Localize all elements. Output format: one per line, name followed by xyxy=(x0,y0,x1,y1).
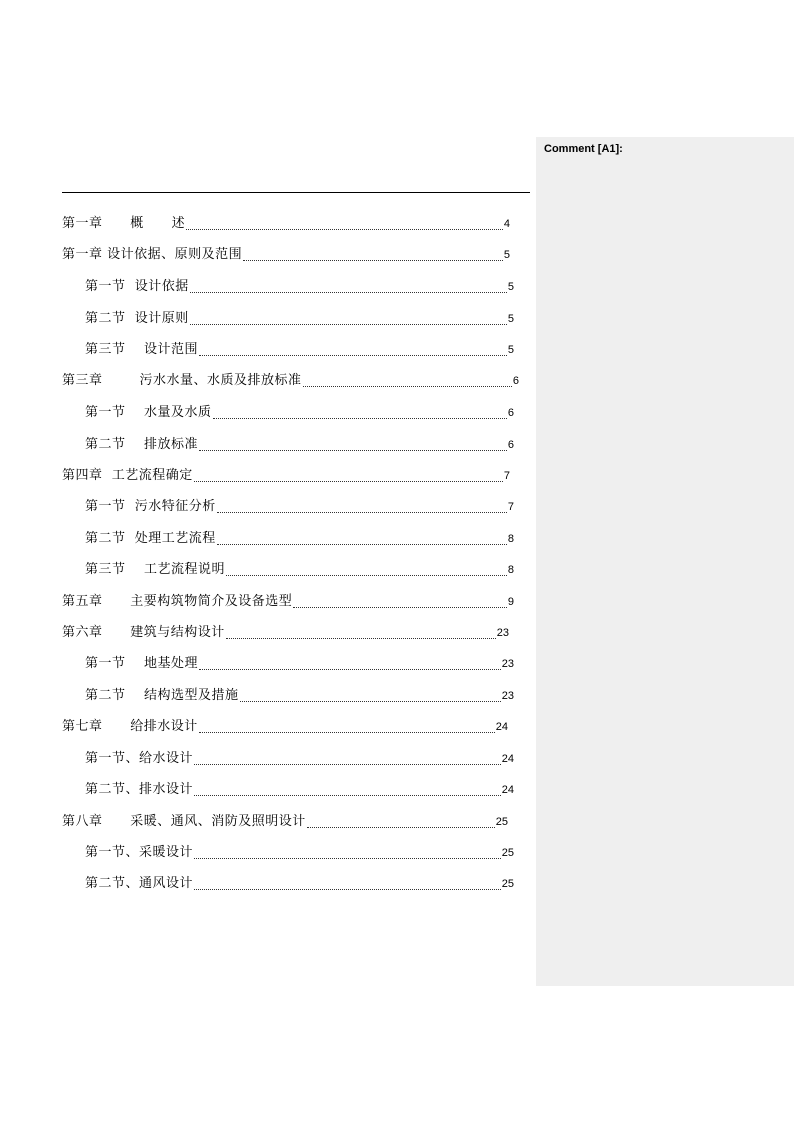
toc-page-number: 9 xyxy=(507,596,514,608)
toc-entry-section[interactable] xyxy=(85,435,514,455)
toc-entry-title: 第一节 设计依据 xyxy=(85,279,189,294)
toc-dot-leader xyxy=(303,386,512,387)
toc-entry-title: 第七章 给排水设计 xyxy=(62,719,198,734)
toc-dot-leader xyxy=(199,732,495,733)
toc-entry-section[interactable] xyxy=(85,874,514,894)
toc-entry-chapter[interactable] xyxy=(62,812,508,832)
toc-entry-title: 第二节 处理工艺流程 xyxy=(85,531,216,546)
toc-dot-leader xyxy=(194,889,501,890)
toc-page-number: 23 xyxy=(496,627,509,639)
toc-entry-chapter[interactable] xyxy=(62,245,510,265)
toc-dot-leader xyxy=(307,827,495,828)
toc-page-number: 4 xyxy=(503,218,510,230)
toc-page-number: 23 xyxy=(501,690,514,702)
toc-entry-title: 第一节 污水特征分析 xyxy=(85,499,216,514)
toc-dot-leader xyxy=(226,575,507,576)
toc-entry-title: 第六章 建筑与结构设计 xyxy=(62,625,225,640)
toc-entry-section[interactable] xyxy=(85,654,514,674)
toc-entry-title: 第一节、采暖设计 xyxy=(85,845,194,860)
toc-dot-leader xyxy=(194,858,501,859)
toc-entry-title: 第二节、通风设计 xyxy=(85,876,194,891)
toc-entry-section[interactable] xyxy=(85,309,514,329)
toc-dot-leader xyxy=(199,450,507,451)
toc-entry-title: 第一章 设计依据、原则及范围 xyxy=(62,247,243,262)
comment-pane-label: Comment [A1]: xyxy=(544,143,623,155)
toc-entry-section[interactable] xyxy=(85,560,514,580)
toc-entry-title: 第二节 设计原则 xyxy=(85,311,189,326)
toc-dot-leader xyxy=(199,355,507,356)
toc-page-number: 5 xyxy=(507,344,514,356)
toc-entry-section[interactable] xyxy=(85,686,514,706)
toc-page-number: 6 xyxy=(512,375,519,387)
toc-entry-chapter[interactable] xyxy=(62,592,514,612)
toc-entry-chapter[interactable] xyxy=(62,466,510,486)
toc-entry-section[interactable] xyxy=(85,277,514,297)
toc-entry-title: 第二节 结构选型及措施 xyxy=(85,688,239,703)
toc-dot-leader xyxy=(217,512,507,513)
toc-page-number: 7 xyxy=(507,501,514,513)
toc-dot-leader xyxy=(186,229,503,230)
toc-page-number: 23 xyxy=(501,658,514,670)
toc-entry-section[interactable] xyxy=(85,529,514,549)
toc-page-number: 6 xyxy=(507,439,514,451)
toc-entry-title: 第五章 主要构筑物简介及设备选型 xyxy=(62,594,293,609)
toc-entry-title: 第一节、给水设计 xyxy=(85,751,194,766)
toc-dot-leader xyxy=(194,795,501,796)
toc-dot-leader xyxy=(217,544,507,545)
toc-entry-chapter[interactable] xyxy=(62,214,510,234)
toc-dot-leader xyxy=(190,292,507,293)
toc-dot-leader xyxy=(226,638,496,639)
toc-page-number: 7 xyxy=(503,470,510,482)
header-rule xyxy=(62,192,530,193)
toc-entry-title: 第二节、排水设计 xyxy=(85,782,194,797)
toc-entry-title: 第一节 水量及水质 xyxy=(85,405,212,420)
toc-entry-section[interactable] xyxy=(85,780,514,800)
toc-entry-title: 第四章 工艺流程确定 xyxy=(62,468,193,483)
toc-page-number: 24 xyxy=(501,784,514,796)
toc-page-number: 5 xyxy=(503,249,510,261)
toc-dot-leader xyxy=(194,764,501,765)
toc-entry-title: 第一节 地基处理 xyxy=(85,656,199,671)
toc-entry-chapter[interactable] xyxy=(62,371,519,391)
toc-entry-section[interactable] xyxy=(85,497,514,517)
toc-dot-leader xyxy=(240,701,501,702)
toc-page-number: 8 xyxy=(507,564,514,576)
toc-dot-leader xyxy=(199,669,501,670)
toc-page-number: 6 xyxy=(507,407,514,419)
toc-entry-title: 第八章 采暖、通风、消防及照明设计 xyxy=(62,814,306,829)
toc-page-number: 25 xyxy=(501,878,514,890)
toc-entry-section[interactable] xyxy=(85,843,514,863)
toc-page-number: 5 xyxy=(507,281,514,293)
toc-page-number: 25 xyxy=(501,847,514,859)
toc-dot-leader xyxy=(194,481,503,482)
toc-page-number: 24 xyxy=(495,721,508,733)
toc-page-number: 25 xyxy=(495,816,508,828)
toc-page-number: 24 xyxy=(501,753,514,765)
toc-page-number: 5 xyxy=(507,313,514,325)
toc-dot-leader xyxy=(213,418,507,419)
toc-entry-chapter[interactable] xyxy=(62,623,509,643)
toc-dot-leader xyxy=(243,260,503,261)
toc-dot-leader xyxy=(190,324,507,325)
toc-page-number: 8 xyxy=(507,533,514,545)
toc-entry-title: 第二节 排放标准 xyxy=(85,437,199,452)
toc-entry-chapter[interactable] xyxy=(62,717,508,737)
comment-pane xyxy=(536,137,794,986)
toc-entry-section[interactable] xyxy=(85,749,514,769)
toc-entry-section[interactable] xyxy=(85,403,514,423)
toc-entry-title: 第三节 设计范围 xyxy=(85,342,199,357)
toc-entry-section[interactable] xyxy=(85,340,514,360)
toc-dot-leader xyxy=(293,607,507,608)
toc-entry-title: 第三章 污水水量、水质及排放标准 xyxy=(62,373,302,388)
toc-entry-title: 第一章 概 述 xyxy=(62,216,186,231)
toc-entry-title: 第三节 工艺流程说明 xyxy=(85,562,226,577)
